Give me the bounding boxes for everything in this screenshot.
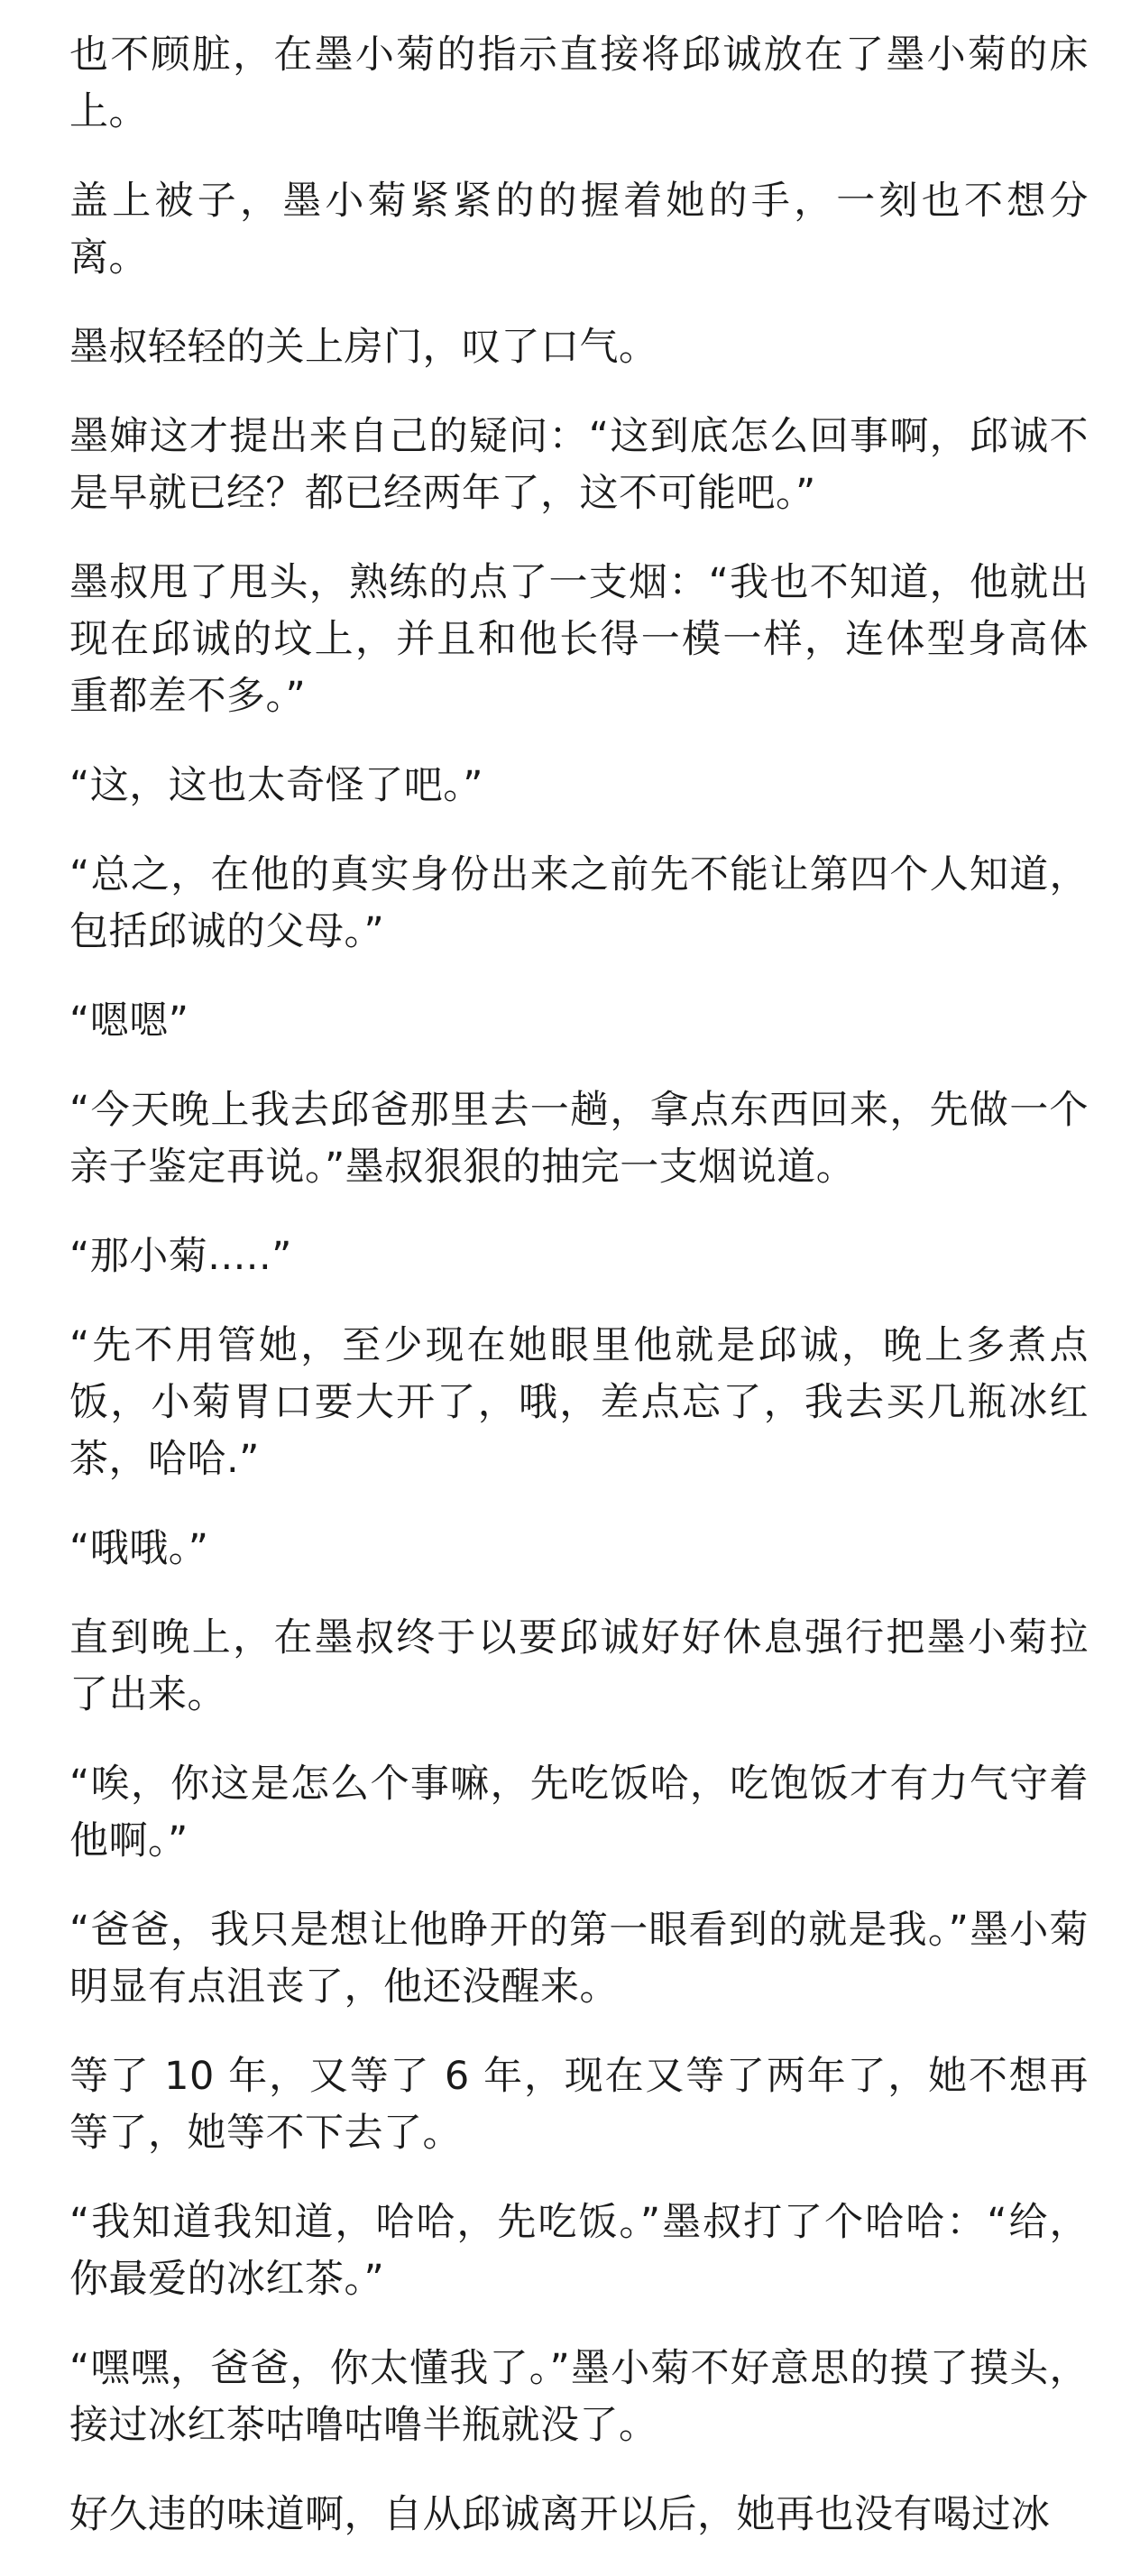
paragraph: “总之，在他的真实身份出来之前先不能让第四个人知道，包括邱诚的父母。” bbox=[69, 852, 1089, 954]
paragraph: “我知道我知道，哈哈，先吃饭。”墨叔打了个哈哈：“给，你最爱的冰红茶。” bbox=[69, 2200, 1089, 2302]
paragraph: 墨叔轻轻的关上房门，叹了口气。 bbox=[69, 325, 658, 370]
paragraph: “那小菊.....” bbox=[69, 1234, 292, 1279]
paragraph: “这，这也太奇怪了吧。” bbox=[69, 763, 484, 808]
paragraph: “哦哦。” bbox=[69, 1526, 209, 1571]
paragraph: 直到晚上，在墨叔终于以要邱诚好好休息强行把墨小菊拉了出来。 bbox=[69, 1615, 1089, 1717]
paragraph: 等了 10 年，又等了 6 年，现在又等了两年了，她不想再等了，她等不下去了。 bbox=[69, 2054, 1089, 2156]
article-body bbox=[69, 27, 1089, 2576]
paragraph: 也不顾脏，在墨小菊的指示直接将邱诚放在了墨小菊的床上。 bbox=[69, 32, 1089, 134]
paragraph: “嗯嗯” bbox=[69, 998, 189, 1044]
paragraph: 好久违的味道啊，自从邱诚离开以后，她再也没有喝过冰 bbox=[69, 2492, 1051, 2537]
paragraph: “先不用管她，至少现在她眼里他就是邱诚，晚上多煮点饭，小菊胃口要大开了，哦，差点忘了，我去买几瓶冰红茶，哈哈.” bbox=[69, 1323, 1089, 1482]
paragraph: “爸爸，我只是想让他睁开的第一眼看到的就是我。”墨小菊明显有点沮丧了，他还没醒来。 bbox=[69, 1908, 1089, 2010]
paragraph: “唉，你这是怎么个事嘛，先吃饭哈，吃饱饭才有力气守着他啊。” bbox=[69, 1762, 1089, 1863]
paragraph: 盖上被子，墨小菊紧紧的的握着她的手，一刻也不想分离。 bbox=[69, 179, 1089, 281]
paragraph: “嘿嘿，爸爸，你太懂我了。”墨小菊不好意思的摸了摸头，接过冰红茶咕噜咕噜半瓶就没了。 bbox=[69, 2346, 1089, 2448]
paragraph: 墨婶这才提出来自己的疑问：“这到底怎么回事啊，邱诚不是早就已经？都已经两年了，这不可能吧。” bbox=[69, 414, 1089, 516]
paragraph: “今天晚上我去邱爸那里去一趟，拿点东西回来，先做一个亲子鉴定再说。”墨叔狠狠的抽完一支烟说道。 bbox=[69, 1088, 1089, 1190]
paragraph: 墨叔甩了甩头，熟练的点了一支烟：“我也不知道，他就出现在邱诚的坟上，并且和他长得一模一样，连体型身高体重都差不多。” bbox=[69, 560, 1089, 719]
